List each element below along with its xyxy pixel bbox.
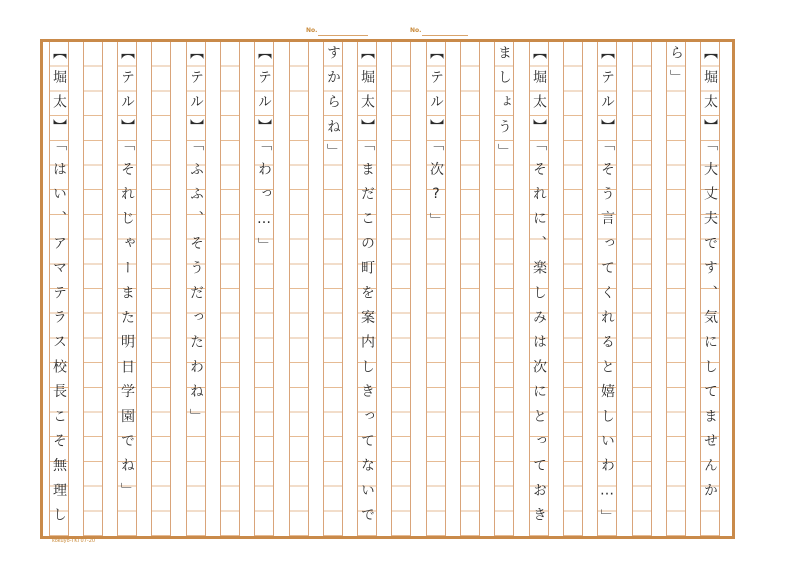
- manuscript-column: [666, 42, 686, 536]
- column-text: 【堀太】「大丈夫です、気にしてませんか: [702, 45, 718, 508]
- manuscript-column: [220, 42, 240, 536]
- manuscript-column: [529, 42, 549, 536]
- column-text: 【テル】「そう言ってくれると嬉しいわ…」: [599, 45, 615, 534]
- manuscript-column: [323, 42, 343, 536]
- column-text: すからね」: [325, 45, 341, 169]
- column-text: ましょう」: [496, 45, 512, 169]
- column-text: 【堀太】「まだこの町を案内しきってないで: [359, 45, 375, 532]
- column-text: 【テル】「次?」: [428, 45, 444, 238]
- number-line-1: [318, 35, 368, 36]
- manuscript-column: [597, 42, 617, 536]
- number-line-2: [422, 35, 468, 36]
- manuscript-column: [563, 42, 583, 536]
- manuscript-column: [426, 42, 446, 536]
- column-text: ら」: [668, 45, 684, 95]
- number-label-1: No.: [306, 27, 318, 34]
- manuscript-column: [391, 42, 411, 536]
- column-text: 【テル】「それじゃーまた明日学園でね」: [119, 45, 135, 508]
- manuscript-sheet: [40, 39, 735, 539]
- manuscript-column: [632, 42, 652, 536]
- sheet-header: [0, 26, 800, 38]
- paper-code: kokuyo-TKI 07-20: [52, 538, 96, 544]
- manuscript-column: [289, 42, 309, 536]
- number-label-2: No.: [410, 27, 422, 34]
- manuscript-column: [49, 42, 69, 536]
- manuscript-column: [700, 42, 720, 536]
- manuscript-column: [460, 42, 480, 536]
- manuscript-column: [186, 42, 206, 536]
- column-text: 【堀太】「それに、楽しみは次にとっておき: [531, 45, 547, 532]
- manuscript-column: [83, 42, 103, 536]
- column-text: 【堀太】「はい、アマテラス校長こそ無理し: [51, 45, 67, 532]
- manuscript-column: [254, 42, 274, 536]
- manuscript-column: [494, 42, 514, 536]
- manuscript-column: [151, 42, 171, 536]
- manuscript-column: [117, 42, 137, 536]
- column-text: 【テル】「わっ…」: [256, 45, 272, 263]
- manuscript-column: [357, 42, 377, 536]
- manuscript-grid: [43, 42, 732, 536]
- column-text: 【テル】「ふふ、そうだったわね」: [188, 45, 204, 434]
